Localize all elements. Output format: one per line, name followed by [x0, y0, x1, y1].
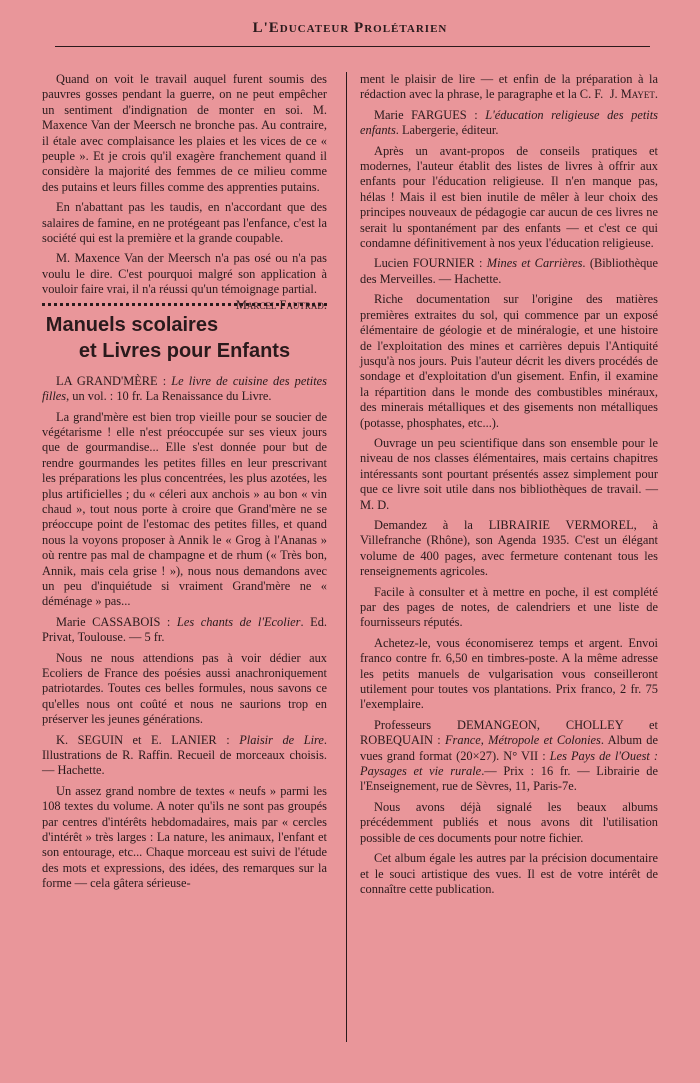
book-info: . Labergerie, éditeur.	[395, 123, 499, 138]
review-continuation	[360, 72, 658, 103]
book-title: Les chants de l'Ecolier	[176, 614, 301, 629]
right-column	[360, 72, 658, 902]
book-title: L'éducation religieuse des petits enfants	[360, 107, 658, 138]
notice-paragraph: Facile à consulter et à mettre en poche, il est complété par des pages de notes, de calendriers et une liste de fournisseurs réputés.	[360, 584, 658, 630]
book-review: La grand'mère est bien trop vieille pour se soucier de végétarisme ! elle n'est préoccupée sur ses vieux jours que de gourmandise... Elle s'est donnée pour but de rendre gourmandes les petites filles en leur prescrivant les préparations les plus concentrées, les plus azotées, les plus artificielles ; du « céleri aux anchois » au bon « vin chaud », tout nous porte à croire que Grand'mère ne se préoccupe point de l'estomac des petites filles, et quand nous la voyons proposer à Annik le « Grog à l'Ananas » où rentre pas mal de champagne et de rhum (« Très bon, Annik, mais cela grise ! »), nous nous demandons avec un peu d'inquiétude si vraiment Grand'mère ne « déménage » pas...	[42, 409, 327, 609]
book-entry	[360, 108, 658, 139]
book-title: France, Métropole et Colonies	[444, 733, 601, 748]
book-title: Plaisir de Lire	[239, 732, 324, 747]
book-author: Marie FARGUES :	[374, 107, 486, 122]
review-paragraph: Quand on voit le travail auquel furent soumis des pauvres gosses pendant la guerre, on ne peut empêcher un sentiment d'indignation de monter en soi. M. Maxence Van der Meersch ne bronche pas. Au contraire, il étale avec complaisance les plaies et les vices de ce « peuple ». Et je crois qu'il exagère franchement quand il considère la majorité des femmes de ce milieu comme des putains et leurs filles comme des apprenties putains.	[42, 72, 327, 194]
book-info: , un vol. : 10 fr. La Renaissance du Livre.	[66, 389, 272, 404]
section-title-line: et Livres pour Enfants	[78, 339, 291, 362]
column-separator	[346, 72, 347, 1042]
book-author: K. SEGUIN et E. LANIER :	[56, 732, 240, 747]
notice-paragraph: Achetez-le, vous économiserez temps et argent. Envoi franco contre fr. 6,50 en timbres-poste. A la même adresse les petits manuels de vulgarisation vous conseilleront utilement pour toutes vos plantations. Prix franco, 2 fr. 75 l'exemplaire.	[360, 635, 658, 712]
signature: J. Mayet.	[609, 87, 658, 102]
book-entry	[42, 374, 327, 405]
header-rule	[55, 46, 650, 47]
section-title	[42, 312, 327, 364]
book-info: .— Prix : 16 fr. — Librairie de l'Enseignement, rue de Sèvres, 11, Paris-7e.	[360, 764, 658, 794]
book-review: Nous ne nous attendions pas à voir dédier aux Ecoliers de France des poésies aussi anachroniquement patriotardes. Toutes ces belles formules, nous savons ce qu'elles nous ont coûté et nous ne saurions trop en préserver les jeunes générations.	[42, 650, 327, 727]
review-text: ment le plaisir de lire — et enfin de la préparation à la rédaction avec la phrase, le paragraphe et la C. F.	[360, 72, 658, 102]
book-title: Le livre de cuisine des petites filles	[42, 373, 328, 404]
left-column	[42, 72, 327, 897]
book-info: . (Bibliothèque des Merveilles. — Hachette.	[360, 256, 658, 286]
book-subtitle: Les Pays de l'Ouest : Paysages et vie rurale	[360, 748, 658, 779]
book-title: Mines et Carrières	[486, 256, 583, 271]
book-author: LA GRAND'MÈRE :	[56, 373, 172, 388]
book-review: Ouvrage un peu scientifique dans son ensemble pour le niveau de nos classes élémentaires, mais certains chapitres intéressants sont pourtant présentés assez simplement pour que ce livre soit utile dans nos bibliothèques de travail. — M. D.	[360, 435, 658, 512]
review-paragraph: En n'abattant pas les taudis, en n'accordant que des salaires de famine, en ne protégeant pas l'enfance, c'est la société qui est la première et la grande coupable.	[42, 200, 327, 246]
book-review: Cet album égale les autres par la précision documentaire et le souci artistique des vues. Il est de votre intérêt de connaître cette publication.	[360, 851, 658, 896]
book-author: Lucien FOURNIER :	[374, 256, 487, 271]
book-review: Après un avant-propos de conseils pratiques et modernes, l'auteur établit des listes de livres à offrir aux enfants pour l'éducation religieuse. Il n'en manque pas, hélas ! Mais il est bien inutile de mêler à leur choix des principes nouveaux de pédagogie car aucun de ces livres ne serait lu spontanément par des enfants — et c'est ce qui condamne définitivement à nos yeux l'éducation religieuse.	[360, 143, 658, 251]
book-review: Nous avons déjà signalé les beaux albums précédemment publiés et nous avons dit l'utilisation possible de ces documents pour notre fichier.	[360, 799, 658, 845]
review-paragraph	[42, 251, 327, 312]
signature: Marcel Fautrad.	[235, 297, 327, 312]
book-info: . Illustrations de R. Raffin. Recueil de morceaux choisis. — Hachette.	[42, 732, 327, 778]
section-title-line: Manuels scolaires	[45, 313, 219, 336]
book-author: Professeurs DEMANGEON, CHOLLEY et ROBEQUAIN :	[360, 717, 658, 748]
notice-paragraph: Demandez à la LIBRAIRIE VERMOREL, à Villefranche (Rhône), son Agenda 1935. C'est un élégant volume de 400 pages, avec fermeture contenant tous les renseignements agricoles.	[360, 517, 658, 579]
book-entry	[360, 256, 658, 287]
running-head: L'Educateur Prolétarien	[252, 20, 448, 36]
book-entry	[42, 615, 327, 646]
book-info: . Album de vues grand format (20×27). N° VII :	[360, 733, 658, 763]
book-review: Riche documentation sur l'origine des matières premières extraites du sol, qui commence par un exposé élémentaire de géologie et de minéralogie, et une histoire de l'exploitation des mines et carrières depuis l'Antiquité jusqu'à nos jours. Puis l'auteur décrit les divers procédés de sondage et d'exploitation d'un gisement. Enfin, il examine la répartition dans le monde des combustibles minéraux, des minerais métalliques et des gisements non métalliques (potasse, phosphates, etc...).	[360, 292, 658, 430]
book-entry	[360, 718, 658, 795]
book-info: . Ed. Privat, Toulouse. — 5 fr.	[42, 614, 327, 645]
book-review: Un assez grand nombre de textes « neufs » parmi les 108 textes du volume. A noter qu'ils ne sont pas groupés par centres d'intérêts hebdomadaires, mais par « cercles d'intérêt » très larges : La nature, les animaux, l'enfant et son entourage, etc... Chaque morceau est suivi de l'étude des mots et expressions, des idées, des remarques sur la forme — cela gâtera sérieuse-	[42, 783, 327, 891]
book-author: Marie CASSABOIS :	[56, 614, 177, 629]
review-text: M. Maxence Van der Meersch n'a pas osé ou n'a pas voulu le dire. C'est pourquoi malgré son application à vouloir faire vrai, il n'a réussi qu'un témoignage partial.	[42, 251, 327, 297]
book-entry	[42, 733, 327, 779]
